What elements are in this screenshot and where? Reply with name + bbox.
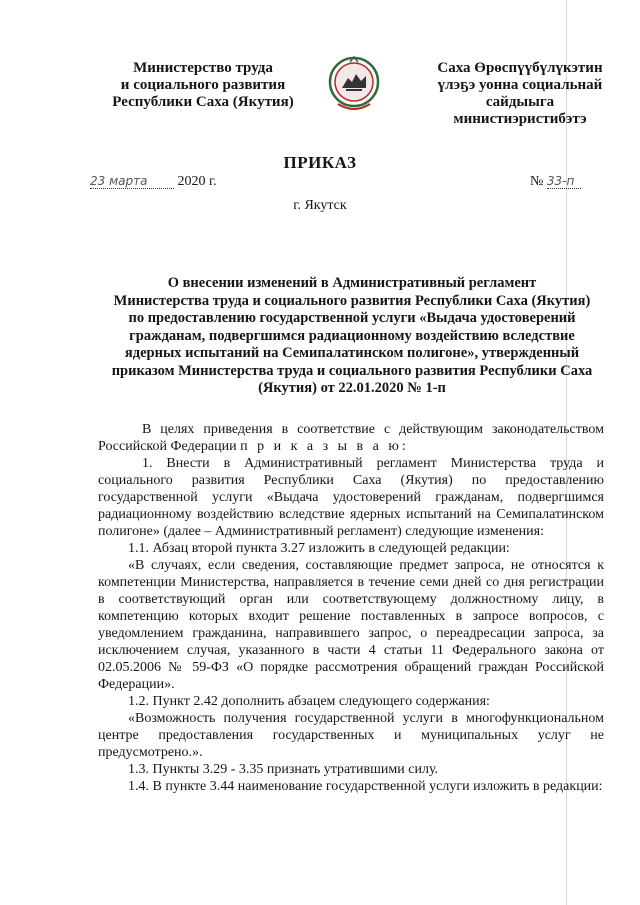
item-1-1: 1.1. Абзац второй пункта 3.27 изложить в следующей редакции: bbox=[128, 541, 510, 556]
header-line: Министерство труда bbox=[133, 60, 273, 76]
subject-line: приказом Министерства труда и социального развития Республики Саха bbox=[111, 362, 593, 379]
handwritten-number: 33-п bbox=[547, 174, 581, 189]
order-body bbox=[98, 421, 604, 795]
item-1: 1. Внести в Административный регламент Министерства труда и социального развития Республики Саха (Якутия) по предоставлению государственной услуги «Выдача удостоверений гражданам, подвергшимся радиационному воздействию вследствие ядерных испытаний на Семипалатинском полигоне» (далее – Административный регламент) следующие изменения: bbox=[98, 456, 604, 539]
ministry-name-russian bbox=[96, 60, 310, 111]
header-line: и социального развития bbox=[120, 77, 286, 93]
order-subject bbox=[100, 275, 604, 398]
header-line: Саха Өрөспүүбүлүкэтин bbox=[437, 60, 603, 76]
subject-line: гражданам, подвергшимся радиационному воздействию вследствие bbox=[129, 327, 575, 344]
ministry-name-yakut bbox=[420, 60, 620, 128]
order-date bbox=[90, 174, 217, 190]
subject-line: по предоставлению государственной услуги «Выдача удостоверений bbox=[128, 310, 576, 326]
item-1-4: 1.4. В пункте 3.44 наименование государственной услуги изложить в редакции: bbox=[128, 779, 603, 794]
city-line: г. Якутск bbox=[293, 198, 347, 213]
header-line: Республики Саха (Якутия) bbox=[112, 94, 294, 110]
intro-paragraph bbox=[98, 421, 604, 455]
item-1-1-quote: «В случаях, если сведения, составляющие предмет запроса, не относятся к компетенции Министерства, направляется в течение семи дней со дня регистрации в соответствующий орган или соответствующему должностному лицу, в компетенцию которых входит решение поставленных в запросе вопросов, с уведомлением гражданина, направившего запрос, о переадресации запроса, за исключением случая, указанного в части 4 статьи 11 Федерального закона от 02.05.2006 № 59-ФЗ «О порядке рассмотрения обращений граждан Российской Федерации». bbox=[98, 558, 604, 692]
header-line: сайдыыга министиэристибэтэ bbox=[453, 94, 587, 127]
number-prefix: № bbox=[530, 174, 544, 189]
subject-line: (Якутия) от 22.01.2020 № 1-п bbox=[258, 380, 446, 396]
intro-text: В целях приведения в соответствие с действующим законодательством Российской Федерации bbox=[98, 422, 604, 454]
subject-line: О внесении изменений в Административный регламент bbox=[167, 275, 537, 291]
date-year: 2020 г. bbox=[177, 174, 217, 189]
orders-word: п р и к а з ы в а ю: bbox=[240, 439, 409, 454]
coat-of-arms-emblem bbox=[328, 54, 380, 114]
subject-line: ядерных испытаний на Семипалатинском полигоне», утвержденный bbox=[124, 345, 580, 361]
header-line: үлэҕэ уонна социальнай bbox=[437, 77, 603, 93]
handwritten-date: 23 марта bbox=[90, 174, 174, 189]
item-1-2-quote: «Возможность получения государственной услуги в многофункциональном центре предоставления государственных и муниципальных услуг не предусмотрено.». bbox=[98, 711, 604, 760]
item-1-2: 1.2. Пункт 2.42 дополнить абзацем следующего содержания: bbox=[128, 694, 490, 709]
subject-line: Министерства труда и социального развития Республики Саха (Якутия) bbox=[113, 292, 591, 309]
item-1-3: 1.3. Пункты 3.29 - 3.35 признать утратившими силу. bbox=[128, 762, 439, 777]
document-title: ПРИКАЗ bbox=[283, 153, 357, 172]
order-number bbox=[530, 174, 581, 190]
